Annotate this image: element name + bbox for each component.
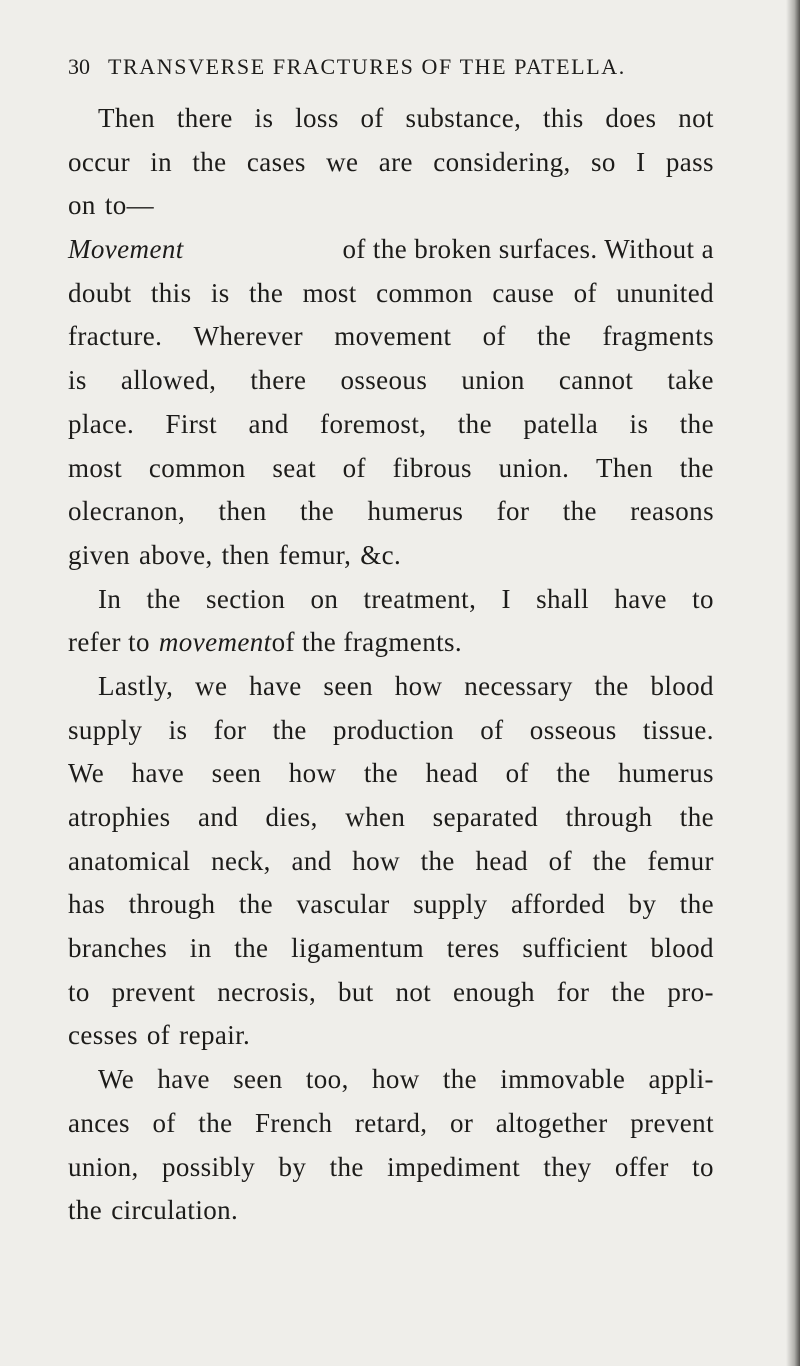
word: to: [692, 1151, 714, 1182]
word: teres: [446, 933, 500, 964]
word: the: [234, 933, 269, 964]
word: have: [249, 670, 302, 701]
word: union: [461, 365, 525, 396]
word: fragments: [602, 321, 714, 352]
word: cesses: [68, 1020, 138, 1051]
word: most: [68, 452, 123, 483]
word: necessary: [464, 670, 573, 701]
word: are: [378, 146, 413, 177]
word: I: [501, 583, 511, 614]
word: in: [150, 146, 173, 177]
text-line: [68, 97, 714, 141]
word: by: [628, 889, 657, 920]
word: how: [288, 758, 337, 789]
text-line: [68, 534, 714, 578]
word: treatment,: [363, 583, 477, 614]
text-line: [68, 665, 714, 709]
word: common: [148, 452, 246, 483]
text-line: [68, 927, 714, 971]
word: production: [333, 714, 455, 745]
word: so: [591, 146, 616, 177]
word: the: [679, 802, 714, 832]
page-edge-shadow: [786, 0, 800, 1366]
word: ligamentum: [291, 933, 425, 964]
word: appli-: [648, 1064, 714, 1095]
text-line: [68, 971, 714, 1015]
word: of: [482, 321, 506, 352]
word: the: [679, 408, 714, 439]
word: on: [310, 583, 339, 614]
word: impediment: [387, 1151, 521, 1182]
word: We: [68, 758, 105, 789]
word: and: [291, 845, 332, 876]
text-line: [68, 1014, 714, 1058]
word: for: [496, 496, 530, 527]
word: and: [197, 802, 239, 832]
word: is: [254, 103, 274, 133]
italic-term-movement: Movement: [68, 234, 184, 265]
running-title: TRANSVERSE FRACTURES OF THE PATELLA.: [108, 54, 626, 79]
word: given: [68, 539, 130, 570]
word: has: [68, 889, 106, 920]
word: is: [210, 277, 230, 308]
word: through: [128, 889, 216, 920]
word: supply: [413, 889, 488, 920]
word: blood: [650, 933, 714, 964]
word: the: [299, 496, 335, 527]
word: then: [218, 496, 267, 527]
word: how: [371, 1064, 420, 1095]
word: and: [248, 408, 289, 439]
word: humerus: [367, 496, 464, 527]
word: how: [352, 845, 400, 876]
text-line: [68, 447, 714, 491]
word: there: [250, 365, 307, 396]
word: this: [150, 277, 192, 308]
text-line: [68, 1058, 714, 1102]
word: common: [376, 277, 473, 308]
word: have: [157, 1064, 210, 1095]
word: or: [449, 1107, 474, 1138]
word: supply: [68, 714, 143, 745]
word: the: [537, 321, 572, 352]
word: the: [592, 845, 627, 876]
word: altogether: [495, 1107, 608, 1138]
word: have: [131, 758, 185, 789]
word: does: [605, 103, 657, 133]
word: Then: [98, 103, 156, 133]
word: ununited: [616, 277, 714, 308]
word: of: [146, 1020, 171, 1051]
word: &c.: [360, 539, 402, 570]
word: seen: [211, 758, 262, 789]
text-line: [68, 315, 714, 359]
word: osseous: [340, 365, 428, 396]
word: tissue.: [642, 714, 714, 745]
word: but: [337, 976, 374, 1007]
word: femur: [647, 845, 714, 876]
word: immovable: [500, 1064, 626, 1095]
word: through: [565, 802, 653, 832]
text-line: [68, 228, 714, 272]
word: the: [198, 1107, 233, 1138]
word: to—: [104, 190, 155, 221]
word: seen: [233, 1064, 283, 1095]
word: branches: [68, 933, 168, 964]
word: of: [548, 845, 572, 876]
text-line: [68, 141, 714, 185]
word: the: [420, 845, 455, 876]
word: retard,: [354, 1107, 428, 1138]
word: then: [221, 539, 270, 570]
word: on: [68, 190, 96, 221]
word: ances: [68, 1107, 130, 1138]
text-line: [68, 490, 714, 534]
word: place.: [68, 408, 135, 439]
text-line: [68, 359, 714, 403]
word-group: of the fragments.: [271, 627, 463, 658]
word: substance,: [405, 103, 522, 133]
word: take: [667, 365, 714, 396]
word: Lastly,: [98, 670, 174, 701]
text-line: [68, 621, 714, 665]
word: patella: [523, 408, 599, 439]
word: have: [614, 583, 667, 614]
word: how: [394, 670, 443, 701]
word: vascular: [296, 889, 390, 920]
word: the: [272, 714, 307, 745]
word: enough: [453, 976, 535, 1007]
word: most: [302, 277, 357, 308]
word: olecranon,: [68, 496, 186, 527]
word: seat: [272, 452, 316, 483]
text-line: [68, 272, 714, 316]
word: atrophies: [68, 802, 171, 832]
word: the: [679, 889, 714, 920]
word: union,: [68, 1151, 139, 1182]
word-group: of the broken surfaces. Without a: [342, 234, 714, 265]
word: the: [363, 758, 399, 789]
word: head: [425, 758, 479, 789]
word: the: [68, 1195, 103, 1226]
word: sufficient: [522, 933, 628, 964]
word: there: [176, 103, 233, 133]
word: blood: [650, 670, 714, 701]
word: of: [480, 714, 504, 745]
word: femur,: [278, 539, 352, 570]
word: prevent: [111, 976, 196, 1007]
word: not: [678, 103, 714, 133]
word: In: [98, 583, 122, 614]
text-line: [68, 1102, 714, 1146]
word: seen: [323, 670, 373, 701]
word: repair.: [179, 1020, 251, 1051]
body-text: [68, 97, 714, 1233]
text-line: [68, 403, 714, 447]
word: of: [505, 758, 529, 789]
word: circulation.: [111, 1195, 239, 1226]
word: the: [594, 670, 629, 701]
word: allowed,: [120, 365, 217, 396]
word: when: [345, 802, 406, 832]
word: possibly: [161, 1151, 256, 1182]
word: of: [360, 103, 384, 133]
word: the: [457, 408, 492, 439]
word: the: [611, 976, 646, 1007]
word: doubt: [68, 277, 132, 308]
word: the: [249, 277, 284, 308]
word: we: [195, 670, 228, 701]
word: section: [205, 583, 286, 614]
word: in: [189, 933, 212, 964]
italic-term-movement: movement: [158, 627, 272, 658]
word: to: [692, 583, 714, 614]
word: for: [213, 714, 247, 745]
text-line: [68, 184, 714, 228]
text-line: [68, 796, 714, 840]
word: necrosis,: [217, 976, 317, 1007]
word: dies,: [265, 802, 318, 832]
word: head: [475, 845, 529, 876]
word: the: [556, 758, 591, 789]
word: this: [543, 103, 584, 133]
word: neck,: [211, 845, 271, 876]
word: cause: [492, 277, 555, 308]
word: We: [98, 1064, 135, 1095]
word: shall: [536, 583, 590, 614]
word: occur: [68, 146, 130, 177]
word: is: [629, 408, 649, 439]
word: of: [573, 277, 597, 308]
word: First: [165, 408, 218, 439]
word: the: [562, 496, 597, 527]
word: above,: [139, 539, 213, 570]
word: union.: [498, 452, 570, 483]
word: humerus: [618, 758, 714, 789]
word: offer: [614, 1151, 669, 1182]
word: pro-: [667, 976, 714, 1007]
text-line: [68, 840, 714, 884]
text-line: [68, 752, 714, 796]
word: the: [192, 146, 227, 177]
word: reasons: [630, 496, 714, 527]
word: fracture.: [68, 321, 163, 352]
word: is: [68, 365, 87, 396]
text-line: [68, 1189, 714, 1233]
word: for: [556, 976, 590, 1007]
word: too,: [305, 1064, 349, 1095]
page-number: 30: [68, 54, 90, 79]
word: considering,: [433, 146, 571, 177]
word: I: [636, 146, 646, 177]
word: afforded: [510, 889, 606, 920]
text-line: [68, 1146, 714, 1190]
word: is: [168, 714, 188, 745]
word: of: [152, 1107, 176, 1138]
word: the: [442, 1064, 478, 1095]
word: pass: [665, 146, 714, 177]
word: the: [238, 889, 274, 920]
word: cases: [246, 146, 306, 177]
word: cannot: [558, 365, 634, 396]
word: of: [342, 452, 366, 483]
text-line: [68, 709, 714, 753]
word: foremost,: [320, 408, 427, 439]
word: Wherever: [193, 321, 304, 352]
word: they: [543, 1151, 592, 1182]
word: to: [68, 976, 90, 1007]
word: French: [255, 1107, 333, 1138]
word: not: [395, 976, 432, 1007]
word: loss: [295, 103, 339, 133]
word-group: refer to: [68, 627, 150, 658]
running-header: [68, 54, 626, 80]
word: Then: [595, 452, 654, 483]
word: fibrous: [392, 452, 472, 483]
word: by: [278, 1151, 307, 1182]
word: the: [329, 1151, 364, 1182]
word: movement: [334, 321, 452, 352]
word: we: [326, 146, 359, 177]
word: the: [146, 583, 181, 614]
text-line: [68, 578, 714, 622]
word: anatomical: [68, 845, 191, 876]
word: the: [679, 452, 714, 483]
word: osseous: [529, 714, 617, 745]
word: separated: [432, 802, 539, 832]
text-line: [68, 883, 714, 927]
word: prevent: [630, 1107, 714, 1138]
